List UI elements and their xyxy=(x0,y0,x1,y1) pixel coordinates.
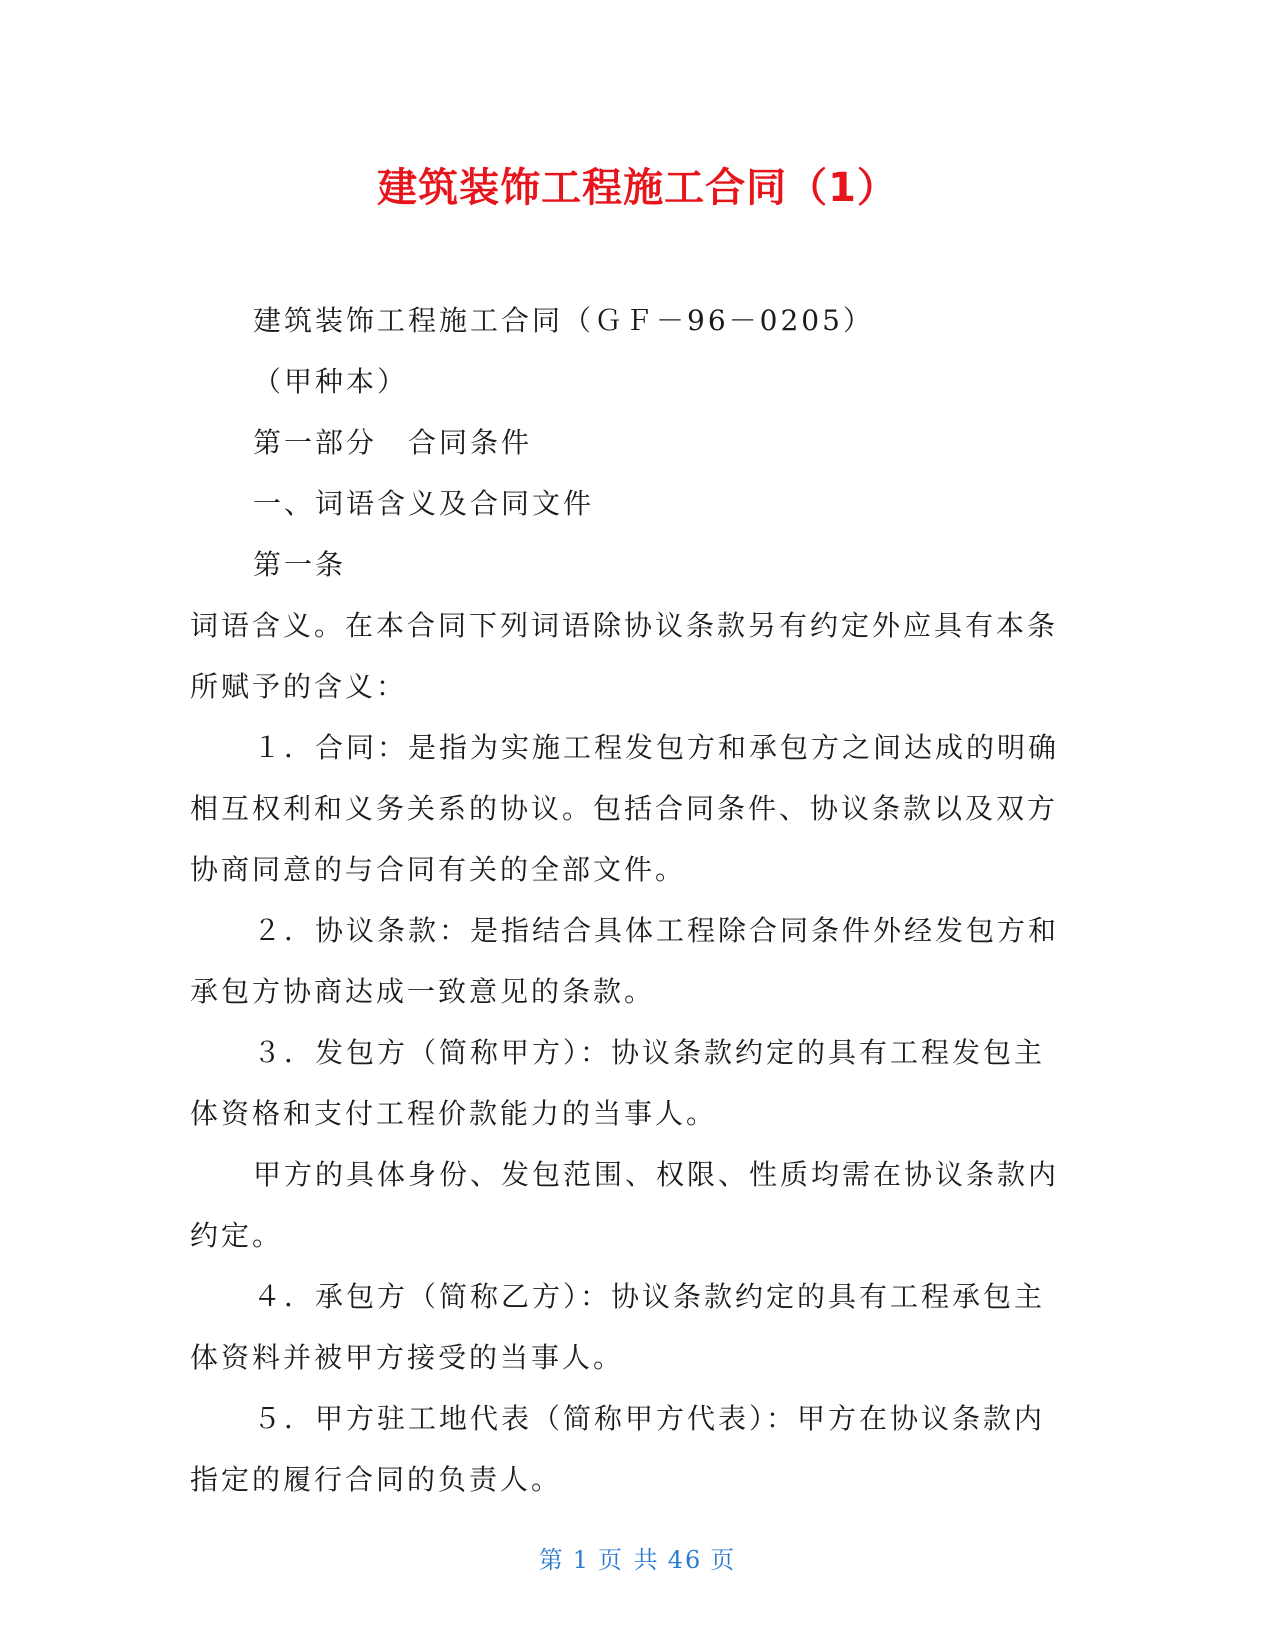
footer-prefix: 第 xyxy=(538,1546,565,1574)
footer-current-page: 1 xyxy=(572,1546,591,1574)
paragraph-item-5: ５．甲方驻工地代表（简称甲方代表）：甲方在协议条款内指定的履行合同的负责人。 xyxy=(190,1402,1046,1496)
paragraph-item-3: ３．发包方（简称甲方）：协议条款约定的具有工程发包主体资格和支付工程价款能力的当事人。 xyxy=(190,1036,1046,1130)
document-title: 建筑装饰工程施工合同（1） xyxy=(377,165,898,211)
paragraph-contract-code: 建筑装饰工程施工合同（ＧＦ－96－0205） xyxy=(253,304,874,337)
paragraph-article-heading: 第一条 xyxy=(253,548,347,581)
paragraph-item-2: ２．协议条款：是指结合具体工程除合同条件外经发包方和承包方协商达成一致意见的条款。 xyxy=(190,914,1060,1008)
paragraph-section-heading: 一、词语含义及合同文件 xyxy=(253,487,595,520)
paragraph-item-3-note: 甲方的具体身份、发包范围、权限、性质均需在协议条款内约定。 xyxy=(190,1158,1060,1252)
footer-mid: 页 共 xyxy=(598,1546,660,1574)
footer-suffix: 页 xyxy=(710,1546,737,1574)
paragraph-part-heading: 第一部分 合同条件 xyxy=(253,426,533,459)
page-footer xyxy=(0,1540,1275,1575)
paragraph-edition: （甲种本） xyxy=(253,365,409,398)
paragraph-item-1: １．合同：是指为实施工程发包方和承包方之间达成的明确相互权利和义务关系的协议。包括合同条件、协议条款以及双方协商同意的与合同有关的全部文件。 xyxy=(190,731,1060,886)
footer-total-pages: 46 xyxy=(667,1546,703,1574)
document-body xyxy=(190,290,1066,1510)
paragraph-item-4: ４．承包方（简称乙方）：协议条款约定的具有工程承包主体资料并被甲方接受的当事人。 xyxy=(190,1280,1046,1374)
paragraph-definitions-intro: 词语含义。在本合同下列词语除协议条款另有约定外应具有本条所赋予的含义： xyxy=(190,609,1059,703)
